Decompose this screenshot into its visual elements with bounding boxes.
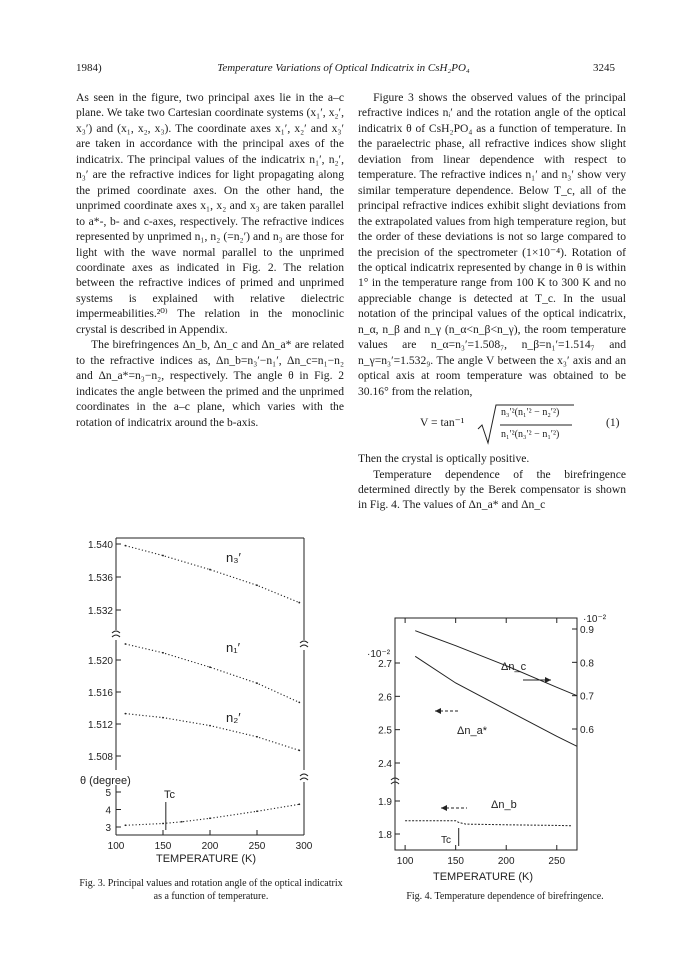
tc-label: Tc <box>164 789 175 801</box>
x-axis-label: TEMPERATURE (K) <box>432 871 534 883</box>
equation-lhs: V = tan⁻¹ <box>420 416 465 430</box>
data-point <box>256 584 258 586</box>
y-tick-label: 1.536 <box>87 573 113 584</box>
y-tick-label: 1.516 <box>87 688 113 699</box>
data-point <box>162 717 164 719</box>
y-tick-label: 1.9 <box>378 797 392 808</box>
x-tick-label: 200 <box>201 841 219 852</box>
data-point <box>256 810 258 812</box>
x-tick-label: 100 <box>107 841 125 852</box>
y-tick-label: 0.9 <box>580 625 594 636</box>
data-point <box>209 666 211 668</box>
left-column <box>76 90 344 430</box>
y-tick-label: 1.508 <box>87 752 113 763</box>
y-tick-label: 0.8 <box>580 658 594 670</box>
theta-axis-label: θ (degree) <box>80 775 131 787</box>
series-label: Δn_c <box>501 661 527 673</box>
x-tick-label: 250 <box>548 856 566 867</box>
data-point <box>209 817 211 819</box>
x-tick-label: 150 <box>154 841 172 852</box>
y-tick-label: 4 <box>105 805 111 817</box>
series-label: Δn_a* <box>457 725 487 737</box>
y-tick-label: 2.7 <box>378 659 392 670</box>
y-tick-label: 1.540 <box>87 540 113 551</box>
data-point <box>125 713 127 715</box>
axis-break <box>112 631 120 637</box>
equation-denominator: n₁′²(n₃′² − n₁′²) <box>501 429 560 441</box>
equation-numerator: n₃′²(n₁′² − n₂′²) <box>501 407 560 419</box>
data-point <box>298 750 300 752</box>
figure-4-chart <box>355 610 655 885</box>
arrow-head <box>441 805 447 811</box>
y-tick-label: 1.8 <box>378 830 392 841</box>
figure-3-caption: Fig. 3. Principal values and rotation angle of the optical indicatrix as a function of temperature. <box>79 878 343 902</box>
x-tick-label: 200 <box>497 856 515 867</box>
y-tick-label: 3 <box>105 823 111 834</box>
x-tick-label: 300 <box>295 841 313 852</box>
right-column <box>358 90 626 513</box>
data-point <box>125 545 127 547</box>
data-point <box>298 702 300 704</box>
data-point <box>209 569 211 571</box>
x-tick-label: 100 <box>396 856 414 867</box>
data-series-line <box>125 644 299 702</box>
arrow-head <box>435 708 441 714</box>
figure-3 <box>76 530 346 875</box>
series-label: Δn_b <box>491 799 517 811</box>
y-tick-label: 2.5 <box>378 725 392 737</box>
y-tick-label: 1.512 <box>87 720 113 731</box>
data-series-line <box>125 546 299 603</box>
paragraph: The birefringences Δn_b, Δn_c and Δn_a* are related to the refractive indices as, Δn_b=n₃′−n₁′, Δn_c=n₁−n₂ and Δn_a*=n₃−n₂, respectively. The angle θ in Fig. 2 indicates the angle between the primed and the unprimed coordinates in the a–c plane, which varies with the rotation of indicatrix around the b-axis. <box>76 338 344 429</box>
data-point <box>298 602 300 604</box>
figure-4 <box>355 610 655 885</box>
y-tick-label: 1.520 <box>87 656 113 667</box>
running-head-volume: 1984) <box>76 62 102 74</box>
axis-break <box>300 641 308 647</box>
tc-label: Tc <box>441 835 451 846</box>
paragraph: Temperature dependence of the birefringence determined directly by the Berek compensator is shown in Fig. 4. The values of Δn_a* and Δn_c <box>358 467 626 512</box>
left-axis-multiplier: ·10⁻² <box>367 649 391 660</box>
y-tick-label: 1.532 <box>87 606 113 617</box>
equation-number: (1) <box>606 416 620 430</box>
y-tick-label: 5 <box>105 788 111 799</box>
paragraph: As seen in the figure, two principal axes lie in the a–c plane. We take two Cartesian coordinate systems (x₁′, x₂′, x₃′) and (x₁, x₂, x₃). The coordinate axes x₁′, x₂′ and x₃′ are taken in accordance with the principal axes of the indicatrix. The principal values of the indicatrix n₁′, n₂′, n₃′ are the refractive indices for light propagating along the primed coordinate axes. On the other hand, the unprimed coordinate axes x₁, x₂ and x₃ are taken parallel to a*-, b- and c-axes, respectively. The refractive indices represented by unprimed n₁, n₂ (=n₂′) and n₃ are those for light with the wave normal parallel to the unprimed coordinate axes as indicated in Fig. 2. The relation between the refractive indices of primed and unprimed systems is explained with relative dielectric impermeabilities.²⁰⁾ The relation in the monoclinic crystal is described in Appendix. <box>76 91 344 336</box>
x-tick-label: 250 <box>248 841 266 852</box>
data-series-line <box>405 821 572 826</box>
data-point <box>125 643 127 645</box>
running-head-title: Temperature Variations of Optical Indicatrix in CsH₂PO₄ <box>217 62 470 74</box>
data-point <box>256 682 258 684</box>
paragraph: Figure 3 shows the observed values of the principal refractive indices nᵢ′ and the rotation angle of the optical indicatrix θ of CsH₂PO₄ as a function of temperature. In the paraelectric phase, all refractive indices show slight deviation from linear dependence with respect to temperature. The refractive indices n₁′ and n₃′ show very similar temperature dependence. Below T_c, all of the principal refractive indices exhibit slight deviations from the extrapolated values from high temperature region, but the order of these deviations is not so large compared to the precision of the spectrometer (1×10⁻⁴). Rotation of the optical indicatrix represented by change in θ is within 1° in the temperature range from 100 K to 300 K and no appreciable change is detected at T_c. In the usual notation of the principal values of the optical indicatrix, n_α, n_β and n_γ (n_α<n_β<n_γ), the room temperature values are n_α=n₃′=1.508₇, n_β=n₁′=1.514₇ and n_γ=n₃′=1.532₉. The angle V between the x₃′ axis and an optical axis at room temperature was obtained to be 30.16° from the relation, <box>358 91 626 398</box>
y-tick-label: 0.7 <box>580 691 594 703</box>
series-label: n₂′ <box>226 710 241 725</box>
data-point <box>162 652 164 654</box>
figure-4-caption: Fig. 4. Temperature dependence of birefringence. <box>406 891 604 902</box>
arrow-head <box>545 677 551 683</box>
page-number: 3245 <box>593 62 615 74</box>
x-axis-label: TEMPERATURE (K) <box>155 853 257 865</box>
data-series-line <box>125 804 299 825</box>
data-series-line <box>125 714 299 751</box>
y-tick-label: 2.6 <box>378 692 392 704</box>
data-point <box>162 823 164 825</box>
paragraph: Then the crystal is optically positive. <box>358 452 530 466</box>
y-tick-label: 0.6 <box>580 725 594 736</box>
data-point <box>125 824 127 826</box>
series-label: n₁′ <box>226 640 241 655</box>
equation-1 <box>358 399 626 451</box>
y-tick-label: 2.4 <box>378 759 392 770</box>
data-point <box>256 736 258 738</box>
data-point <box>162 555 164 557</box>
figure-3-chart <box>76 530 346 875</box>
data-point <box>209 725 211 727</box>
x-tick-label: 150 <box>447 856 465 867</box>
right-axis-multiplier: ·10⁻² <box>583 614 607 625</box>
data-series-line <box>415 656 577 746</box>
data-point <box>181 821 183 823</box>
data-point <box>298 803 300 805</box>
axis-break <box>300 774 308 780</box>
series-label: n₃′ <box>226 550 241 565</box>
data-series-line <box>415 631 577 696</box>
